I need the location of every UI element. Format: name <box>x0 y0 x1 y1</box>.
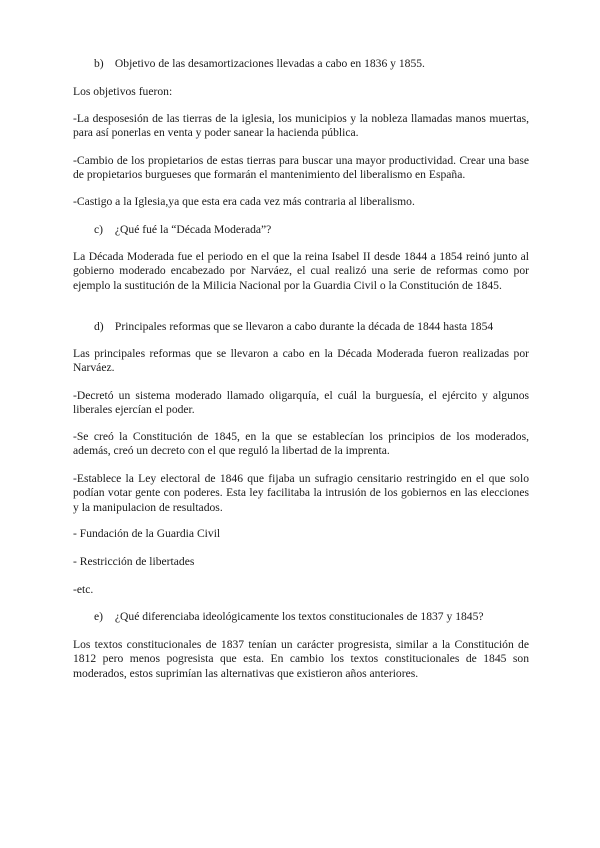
paragraph-e-1: Los textos constitucionales de 1837 tenían un carácter progresista, similar a la Constitución de 1812 pero menos pogresista que esta. En cambio los textos constitucionales de 1845 son moderados, estos suprimían las alternativas que existieron años anteriores. <box>73 638 529 680</box>
paragraph-d-1: -Decretó un sistema moderado llamado oligarquía, el cuál la burguesía, el ejército y algunos liberales ejercían el poder. <box>73 389 529 417</box>
paragraph-d-2: -Se creó la Constitución de 1845, en la que se establecían los principios de los moderados, además, creó un decreto con el que reguló la libertad de la imprenta. <box>73 430 529 458</box>
paragraph-d-5: - Restricción de libertades <box>73 555 195 568</box>
paragraph-b-3: -Castigo a la Iglesia,ya que esta era cada vez más contraria al liberalismo. <box>73 195 415 208</box>
question-d <box>94 320 564 334</box>
question-c-text: ¿Qué fué la “Década Moderada”? <box>114 223 272 236</box>
question-b-text: Objetivo de las desamortizaciones llevadas a cabo en 1836 y 1855. <box>114 57 425 70</box>
paragraph-c-1: La Década Moderada fue el periodo en el que la reina Isabel II desde 1844 a 1854 reinó junto al gobierno moderado encabezado por Narváez, el cual realizó una serie de reformas como por ejemplo la sustitución de la Milicia Nacional por la Guardia Civil o la Constitución de 1845. <box>73 250 529 292</box>
question-e-text: ¿Qué diferenciaba ideológicamente los textos constitucionales de 1837 y 1845? <box>114 610 484 623</box>
paragraph-b-intro: Los objetivos fueron: <box>73 85 173 98</box>
question-c-number: c) <box>94 223 104 236</box>
paragraph-d-4: - Fundación de la Guardia Civil <box>73 527 221 540</box>
paragraph-d-6: -etc. <box>73 583 94 596</box>
paragraph-b-1: -La desposesión de las tierras de la iglesia, los municipios y la nobleza llamadas manos muertas, para así ponerlas en venta y poder sanear la hacienda pública. <box>73 112 529 140</box>
question-b <box>94 57 564 71</box>
question-d-number: d) <box>94 320 104 333</box>
question-d-text: Principales reformas que se llevaron a cabo durante la década de 1844 hasta 1854 <box>114 320 494 333</box>
question-c <box>94 223 564 237</box>
paragraph-d-3: -Establece la Ley electoral de 1846 que fijaba un sufragio censitario restringido en el que solo podían votar gente con poderes. Esta ley facilitaba la intrusión de los gobiernos en las elecciones y la manipulacion de resultados. <box>73 472 529 514</box>
paragraph-d-intro: Las principales reformas que se llevaron a cabo en la Década Moderada fueron realizadas por Narváez. <box>73 347 529 375</box>
question-e-number: e) <box>94 610 104 623</box>
question-b-number: b) <box>94 57 104 70</box>
paragraph-b-2: -Cambio de los propietarios de estas tierras para buscar una mayor productividad. Crear una base de propietarios burgueses que formarán el mantenimiento del liberalismo en España. <box>73 154 529 182</box>
question-e <box>94 610 564 624</box>
